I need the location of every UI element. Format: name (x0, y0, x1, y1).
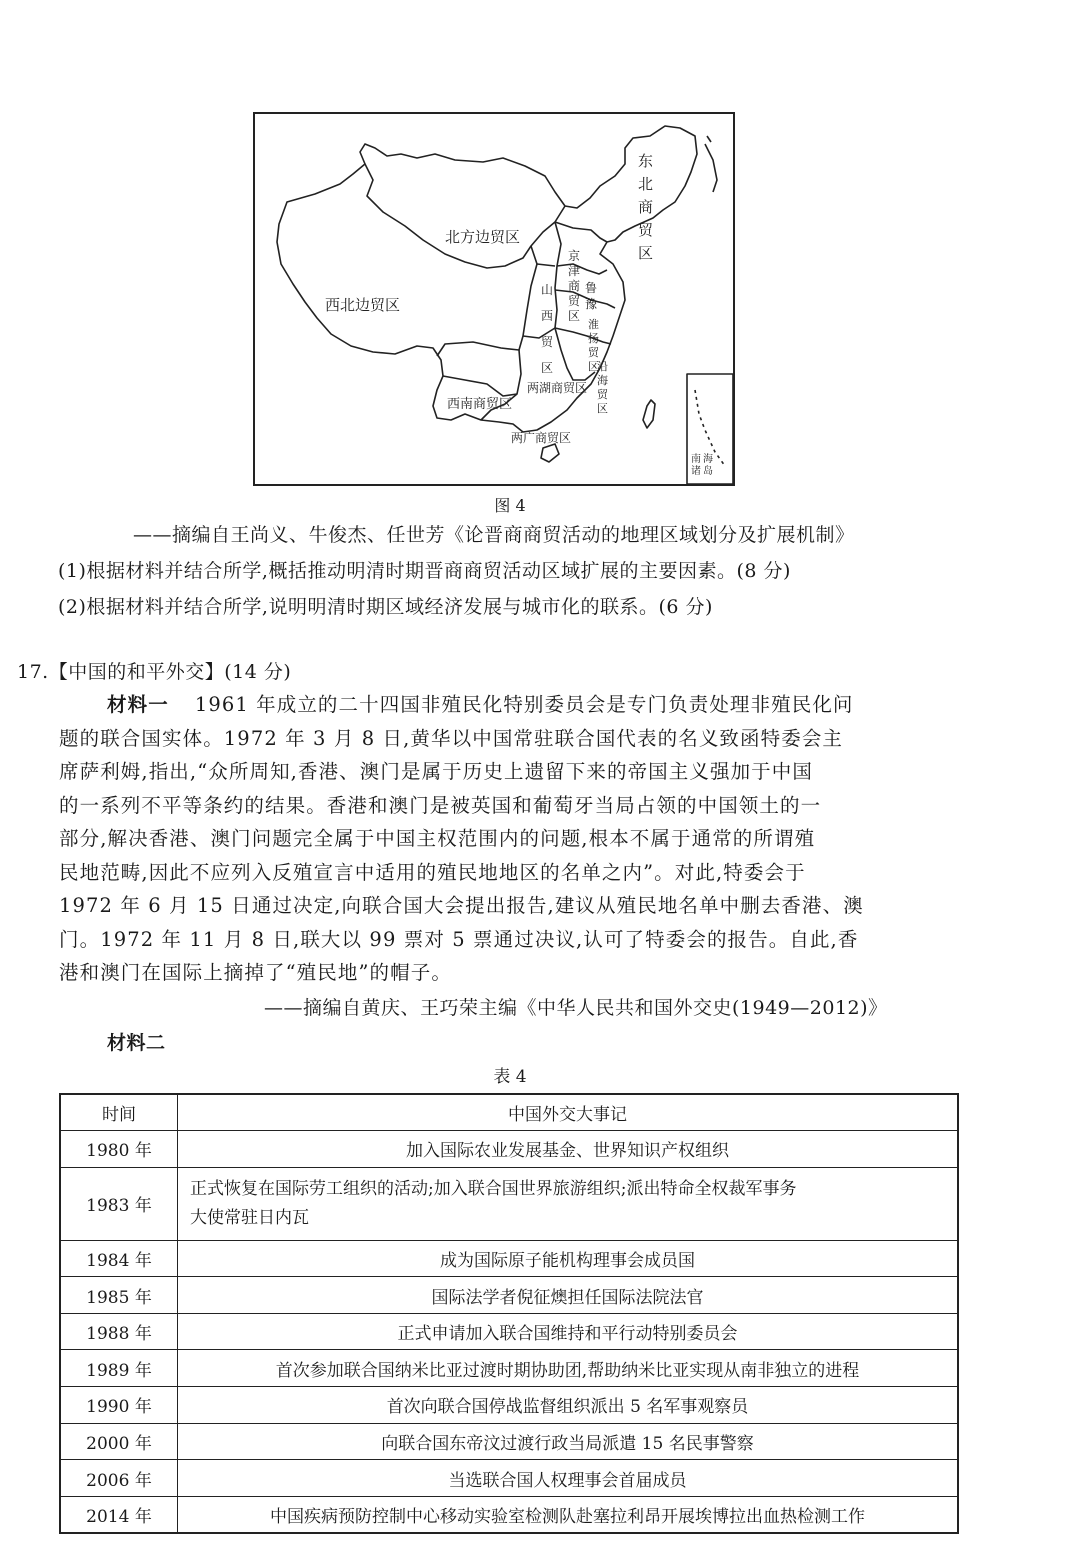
material-2-label: 材料二 (107, 1032, 166, 1054)
territory-outline (277, 126, 697, 432)
label-lu-yu (585, 281, 597, 311)
map-figure (253, 112, 735, 486)
svg-text:淮: 淮 (588, 318, 599, 331)
row-event-line: 正式恢复在国际劳工组织的活动;加入联合国世界旅游组织;派出特命全权裁军事务 (190, 1178, 797, 1199)
table-row (60, 1277, 958, 1314)
figure-caption: 图 4 (494, 496, 526, 515)
trade-region-map (255, 114, 733, 484)
table-row (60, 1387, 958, 1424)
label-beifang: 北方边贸区 (445, 228, 521, 246)
row-event: 加入国际农业发展基金、世界知识产权组织 (178, 1131, 959, 1168)
source-citation-2: ——摘编自黄庆、王巧荣主编《中华人民共和国外交史(1949—2012)》 (264, 997, 888, 1019)
material-1-line-7: 门。1972 年 11 月 8 日,联大以 99 票对 5 票通过决议,认可了特委会的报告。自此,香 (59, 927, 859, 951)
row-year: 2000 年 (60, 1423, 178, 1460)
svg-text:区: 区 (541, 361, 554, 375)
material-1-line-0: 材料一 1961 年成立的二十四国非殖民化特别委员会是专门负责处理非殖民化问 (107, 693, 854, 716)
svg-text:区: 区 (638, 244, 654, 262)
svg-text:岛: 岛 (703, 466, 713, 477)
table-row (60, 1131, 958, 1168)
table-caption: 表 4 (493, 1067, 527, 1087)
row-event: 国际法学者倪征燠担任国际法院法官 (178, 1277, 959, 1314)
table-row (60, 1167, 958, 1240)
table-row (60, 1313, 958, 1350)
row-year: 1980 年 (60, 1131, 178, 1168)
row-event: 成为国际原子能机构理事会成员国 (178, 1240, 959, 1277)
svg-text:商: 商 (638, 198, 654, 216)
row-year: 1989 年 (60, 1350, 178, 1387)
table-row (60, 1423, 958, 1460)
label-xinan: 西南商贸区 (447, 397, 513, 412)
svg-text:津: 津 (568, 264, 581, 278)
row-year: 1983 年 (60, 1167, 178, 1240)
material-1-line-3: 的一系列不平等条约的结果。香港和澳门是被英国和葡萄牙当局占领的中国领土的一 (59, 793, 822, 817)
svg-text:贸: 贸 (541, 335, 554, 349)
row-year: 2006 年 (60, 1460, 178, 1497)
label-dongbei (638, 152, 654, 262)
svg-text:区: 区 (588, 360, 599, 373)
material-1-line-1: 题的联合国实体。1972 年 3 月 8 日,黄华以中国常驻联合国代表的名义致函特委会主 (59, 726, 844, 750)
svg-text:贸: 贸 (597, 388, 608, 401)
row-event: 正式申请加入联合国维持和平行动特别委员会 (178, 1313, 959, 1350)
label-yanhai (597, 360, 609, 415)
row-event: 中国疾病预防控制中心移动实验室检测队赴塞拉利昂开展埃博拉出血热检测工作 (178, 1496, 959, 1533)
svg-text:贸: 贸 (588, 346, 599, 359)
material-1-line-8: 港和澳门在国际上摘掉了“殖民地”的帽子。 (59, 961, 452, 984)
question-2: (2)根据材料并结合所学,说明明清时期区域经济发展与城市化的联系。(6 分) (58, 596, 713, 618)
diplomacy-events-table (59, 1093, 959, 1534)
table-row (60, 1240, 958, 1277)
material-1-body (59, 688, 959, 990)
table-header-row (60, 1094, 958, 1131)
header-time: 时间 (60, 1094, 178, 1131)
question-17-heading: 17.【中国的和平外交】(14 分) (17, 661, 292, 683)
row-event: 首次向联合国停战监督组织派出 5 名军事观察员 (178, 1387, 959, 1424)
svg-text:西: 西 (541, 309, 554, 323)
svg-text:海: 海 (597, 374, 608, 387)
table-row (60, 1350, 958, 1387)
svg-text:南: 南 (691, 454, 701, 465)
svg-text:扬: 扬 (588, 332, 599, 345)
taiwan-island (643, 400, 655, 428)
label-liangguang: 两广商贸区 (511, 431, 572, 445)
header-events: 中国外交大事记 (178, 1094, 959, 1131)
label-nanhai (691, 452, 713, 477)
row-year: 2014 年 (60, 1496, 178, 1533)
row-year: 1985 年 (60, 1277, 178, 1314)
svg-text:鲁: 鲁 (585, 281, 598, 295)
label-lianghu: 两湖商贸区 (527, 381, 588, 395)
svg-text:贸: 贸 (568, 294, 581, 308)
row-event: 首次参加联合国纳米比亚过渡时期协助团,帮助纳米比亚实现从南非独立的进程 (178, 1350, 959, 1387)
question-1: (1)根据材料并结合所学,概括推动明清时期晋商商贸活动区域扩展的主要因素。(8 分) (58, 560, 791, 582)
row-event: 当选联合国人权理事会首届成员 (178, 1460, 959, 1497)
svg-text:北: 北 (638, 175, 654, 193)
row-event (178, 1167, 959, 1240)
svg-text:京: 京 (568, 249, 581, 263)
svg-text:贸: 贸 (638, 221, 654, 239)
row-year: 1984 年 (60, 1240, 178, 1277)
svg-text:诸: 诸 (691, 466, 701, 477)
label-jingjin (568, 248, 581, 323)
material-1-line-4: 部分,解决香港、澳门问题完全属于中国主权范围内的问题,根本不属于通常的所谓殖 (59, 827, 816, 850)
material-1-line-5: 民地范畴,因此不应列入反殖宣言中适用的殖民地地区的名单之内”。对此,特委会于 (59, 860, 806, 884)
svg-text:区: 区 (597, 402, 608, 415)
label-xibei: 西北边贸区 (325, 296, 401, 314)
row-year: 1990 年 (60, 1387, 178, 1424)
material-1-line-2: 席萨利姆,指出,“众所周知,香港、澳门是属于历史上遗留下来的帝国主义强加于中国 (59, 760, 813, 783)
svg-text:豫: 豫 (585, 297, 598, 311)
svg-text:山: 山 (541, 283, 554, 297)
row-year: 1988 年 (60, 1313, 178, 1350)
material-1-line-6: 1972 年 6 月 15 日通过决定,向联合国大会提出报告,建议从殖民地名单中删去香港、澳 (59, 894, 864, 917)
material-1-label: 材料一 (107, 693, 169, 716)
svg-text:海: 海 (703, 454, 713, 465)
svg-text:区: 区 (568, 309, 581, 323)
svg-text:沿: 沿 (597, 360, 608, 373)
svg-text:商: 商 (568, 279, 581, 293)
row-event-line: 大使常驻日内瓦 (190, 1207, 309, 1228)
table-row (60, 1460, 958, 1497)
hainan-island (541, 444, 559, 462)
row-event: 向联合国东帝汶过渡行政当局派遣 15 名民事警察 (178, 1423, 959, 1460)
table-row (60, 1496, 958, 1533)
svg-text:东: 东 (638, 152, 654, 170)
source-citation-1: ——摘编自王尚义、牛俊杰、任世芳《论晋商商贸活动的地理区域划分及扩展机制》 (133, 524, 855, 546)
